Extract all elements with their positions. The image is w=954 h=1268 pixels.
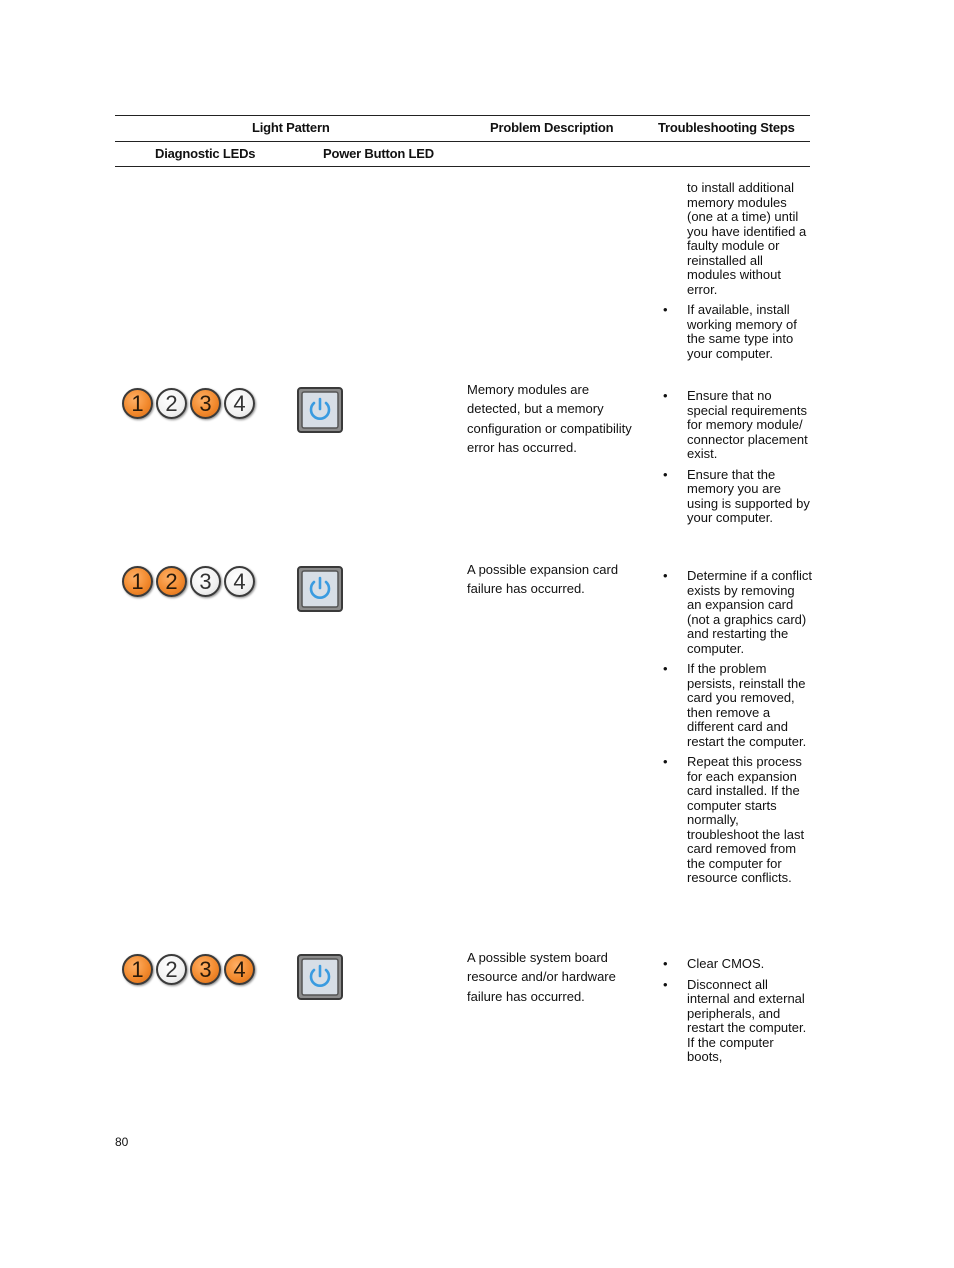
diagnostic-led-2: 2 bbox=[156, 954, 187, 985]
step-text: Clear CMOS. bbox=[687, 956, 765, 971]
header-light-pattern: Light Pattern bbox=[252, 120, 330, 135]
page-number: 80 bbox=[115, 1135, 129, 1149]
continued-steps bbox=[662, 303, 812, 367]
step-item bbox=[662, 389, 812, 462]
diagnostic-led-4: 4 bbox=[224, 566, 255, 597]
problem-description-1: Memory modules are detected, but a memory configuration or compatibility error has occurred. bbox=[467, 382, 632, 456]
power-button-icon bbox=[297, 387, 343, 433]
header-diagnostic-leds: Diagnostic LEDs bbox=[155, 146, 256, 161]
diagnostic-leds-row-3 bbox=[122, 954, 255, 985]
bullet-icon: • bbox=[663, 466, 668, 482]
power-button-icon bbox=[297, 954, 343, 1000]
troubleshooting-steps-1 bbox=[662, 389, 812, 532]
bullet-icon: • bbox=[663, 388, 668, 403]
bullet-icon: • bbox=[663, 568, 668, 583]
troubleshooting-steps-2 bbox=[662, 569, 812, 892]
step-item bbox=[662, 957, 812, 972]
diagnostic-led-3: 3 bbox=[190, 566, 221, 597]
diagnostic-led-2: 2 bbox=[156, 566, 187, 597]
bullet-icon: • bbox=[663, 956, 668, 971]
diagnostic-led-2: 2 bbox=[156, 388, 187, 419]
step-item bbox=[662, 755, 812, 886]
step-text: If the problem persists, reinstall the card you removed, then remove a different card and restart the computer. bbox=[687, 661, 807, 749]
problem-description-2: A possible expansion card failure has occurred. bbox=[467, 562, 619, 597]
diagnostic-leds-row-2 bbox=[122, 566, 255, 597]
header-problem-description: Problem Description bbox=[490, 120, 614, 135]
step-item bbox=[662, 978, 812, 1065]
header-troubleshooting-steps: Troubleshooting Steps bbox=[658, 120, 795, 135]
step-item bbox=[662, 662, 812, 749]
step-item bbox=[662, 303, 812, 361]
step-text: Repeat this process for each expansion card installed. If the computer starts normally, troubleshoot the last card removed from the computer for resource conflicts. bbox=[687, 754, 805, 885]
step-text: Disconnect all internal and external peripherals, and restart the computer. If the computer boots, bbox=[687, 976, 807, 1064]
table-top-rule bbox=[115, 115, 810, 116]
continued-step-text: to install additional memory modules (one at a time) until you have identified a faulty module or reinstalled all modules without error. bbox=[687, 180, 807, 297]
bullet-icon: • bbox=[663, 302, 668, 317]
power-button-icon bbox=[297, 566, 343, 612]
troubleshooting-steps-3 bbox=[662, 957, 812, 1071]
header-power-button-led: Power Button LED bbox=[323, 146, 434, 161]
table-header-rule bbox=[115, 141, 810, 142]
problem-description-3: A possible system board resource and/or hardware failure has occurred. bbox=[467, 950, 616, 1004]
bullet-icon: • bbox=[663, 661, 668, 676]
step-text: Ensure that the memory you are using is supported by your computer. bbox=[687, 466, 810, 525]
diagnostic-led-3: 3 bbox=[190, 954, 221, 985]
diagnostic-led-4: 4 bbox=[224, 388, 255, 419]
diagnostic-led-4: 4 bbox=[224, 954, 255, 985]
step-text: If available, install working memory of the same type into your computer. bbox=[687, 302, 797, 361]
diagnostic-led-1: 1 bbox=[122, 954, 153, 985]
step-text: Determine if a conflict exists by removing an expansion card (not a graphics card) and restarting the computer. bbox=[687, 568, 812, 656]
step-item bbox=[662, 569, 812, 656]
diagnostic-led-1: 1 bbox=[122, 566, 153, 597]
step-item bbox=[662, 468, 812, 526]
table-header-bottom-rule bbox=[115, 166, 810, 167]
diagnostic-led-1: 1 bbox=[122, 388, 153, 419]
diagnostic-led-3: 3 bbox=[190, 388, 221, 419]
step-text: Ensure that no special requirements for memory module/ connector placement exist. bbox=[687, 388, 808, 461]
bullet-icon: • bbox=[663, 976, 668, 992]
bullet-icon: • bbox=[663, 754, 668, 769]
diagnostic-leds-row-1 bbox=[122, 388, 255, 419]
